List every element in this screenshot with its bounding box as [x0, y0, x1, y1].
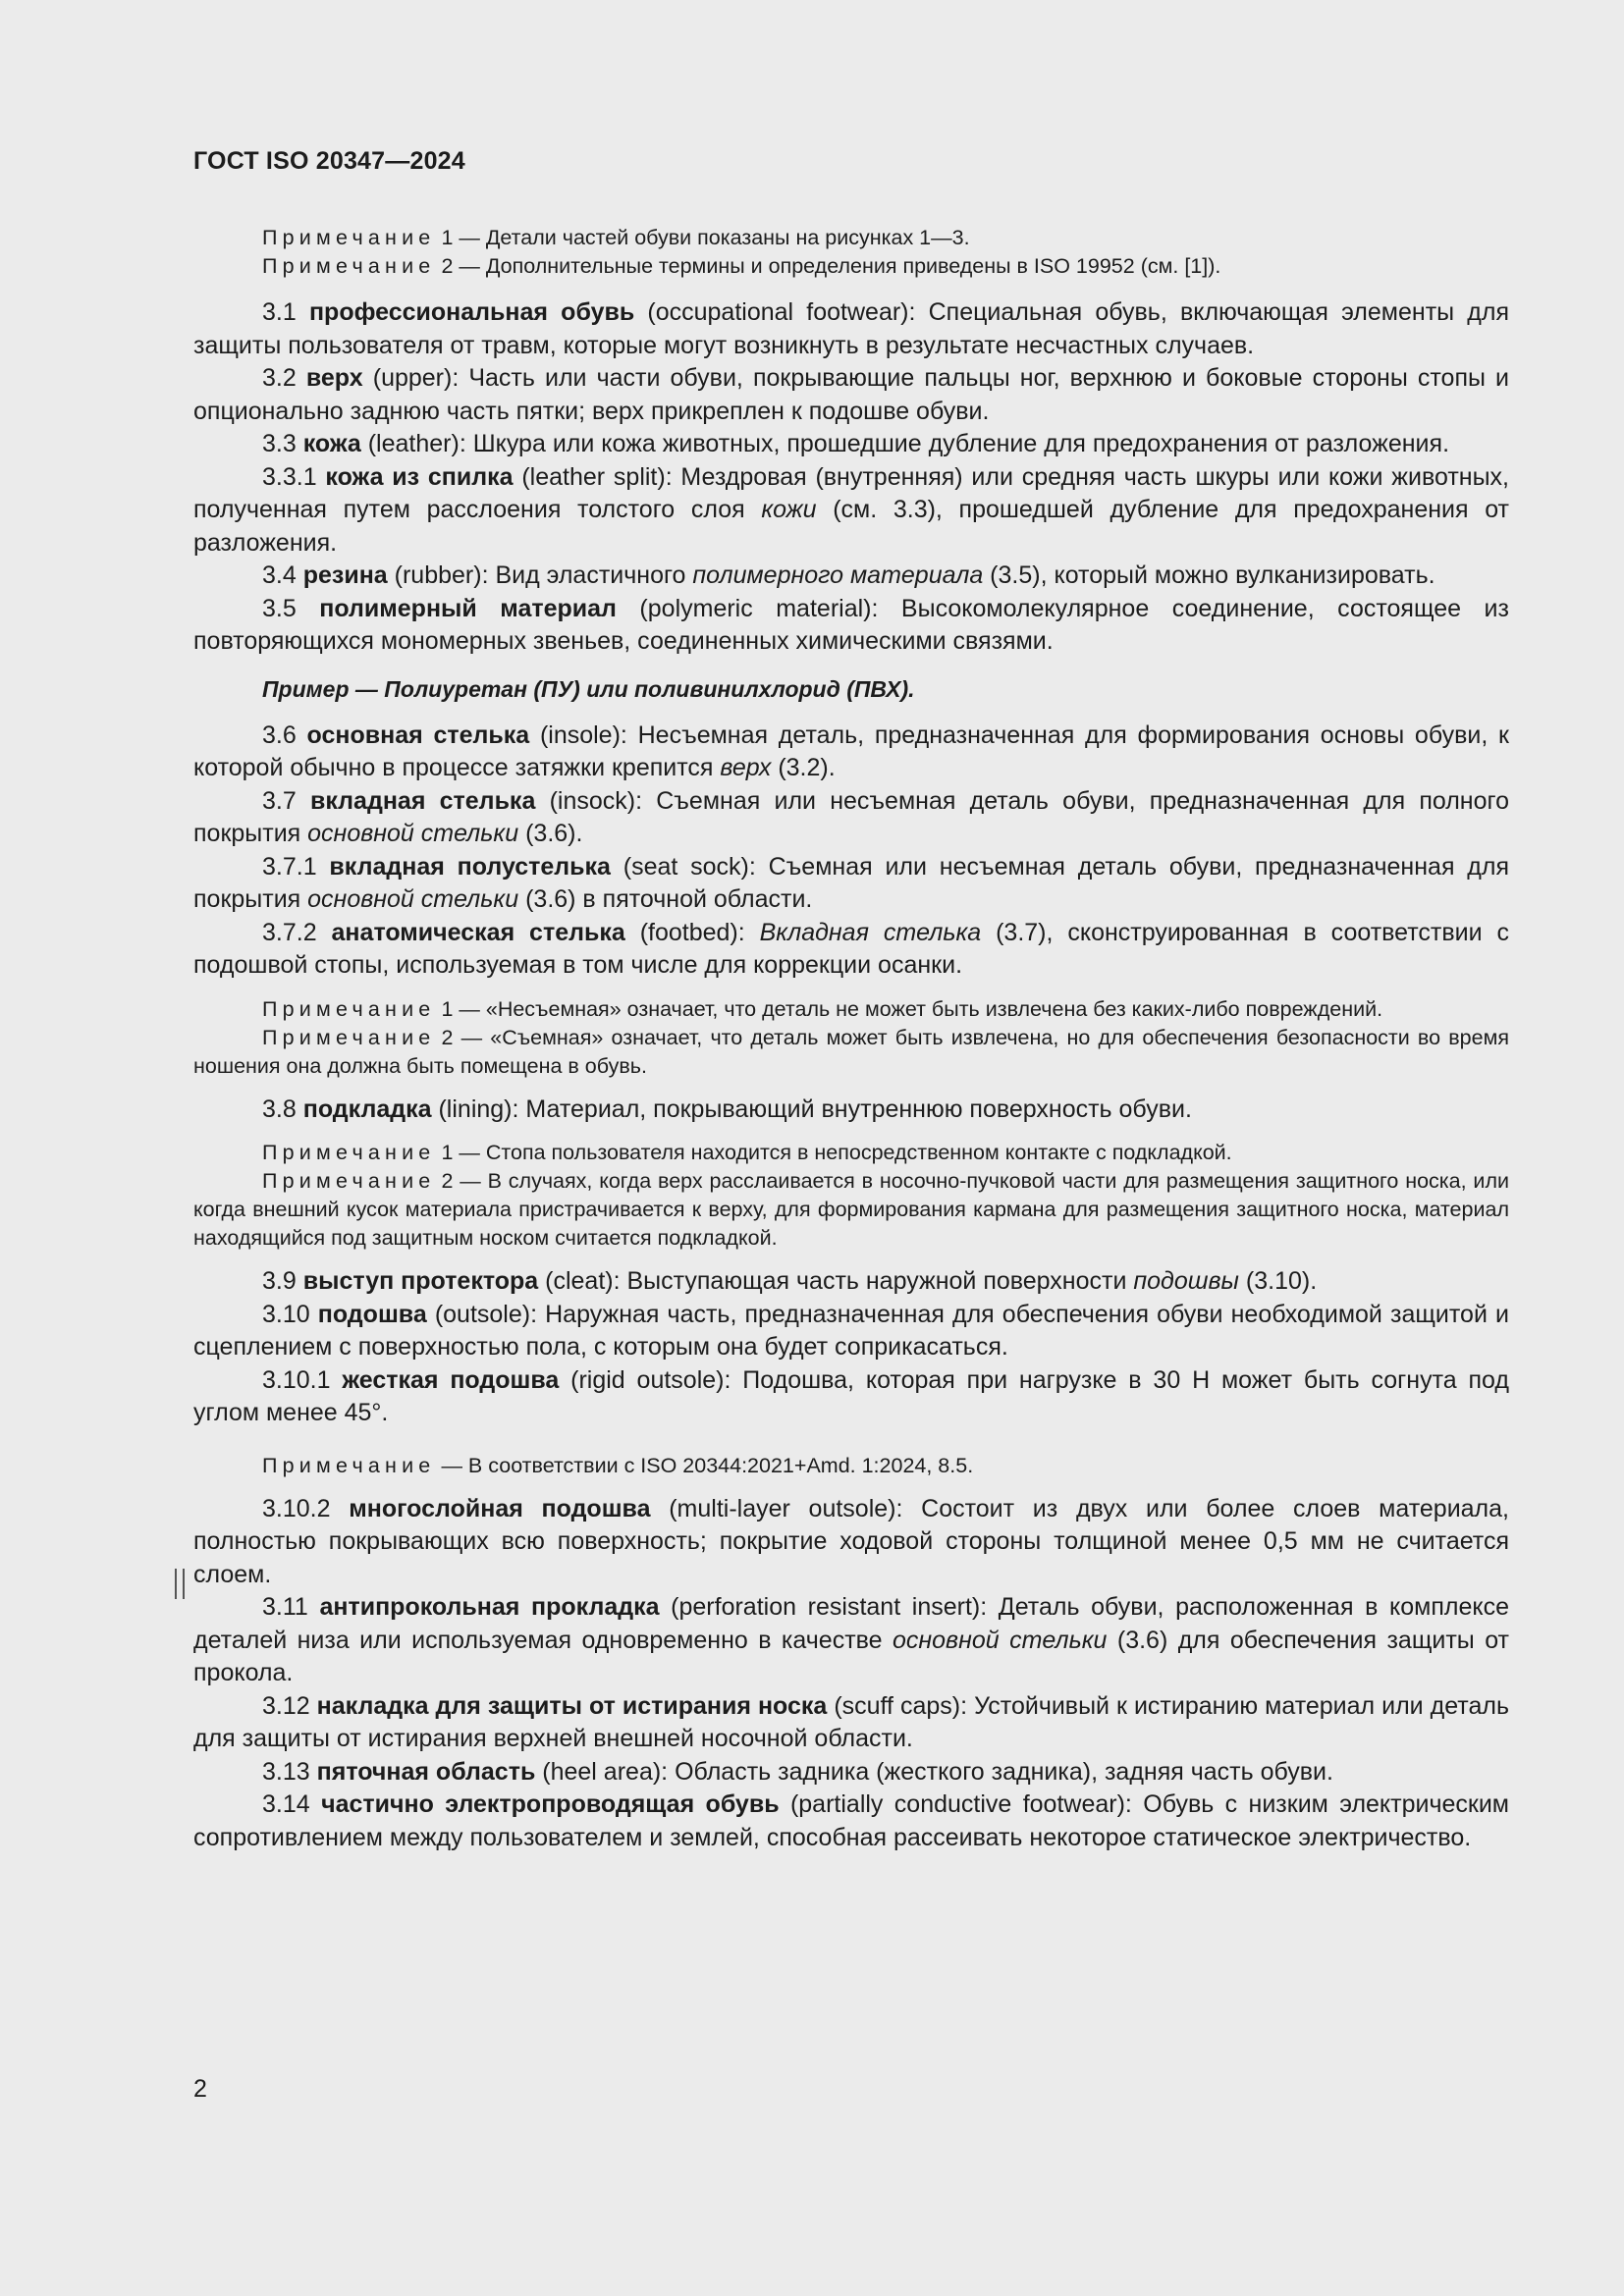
- term-definition: (multi-layer outsole): Состоит из двух или более слоев материала, полностью покрывающих всю поверхность; покрытие ходовой стороны толщиной менее 0,5 мм не считается слоем.: [193, 1494, 1509, 1588]
- note-label: Примечание: [262, 1453, 436, 1477]
- term-number: 3.14: [262, 1790, 310, 1818]
- term-definition: (lining): Материал, покрывающий внутреннюю поверхность обуви.: [431, 1095, 1192, 1123]
- term-definition: (leather): Шкура или кожа животных, прошедшие дубление для предохранения от разложения.: [360, 430, 1450, 457]
- term-name: многослойная подошва: [349, 1494, 651, 1522]
- term-3-11: [193, 1591, 1509, 1690]
- term-name: подкладка: [302, 1095, 432, 1123]
- term-name: выступ протектора: [302, 1267, 539, 1295]
- term-definition: (insock): Съемная или несъемная деталь обуви, предназначенная для полного покрытия: [193, 786, 1509, 847]
- note-text: 2 — Дополнительные термины и определения приведены в ISO 19952 (см. [1]).: [441, 254, 1221, 278]
- term-number: 3.2: [262, 364, 297, 392]
- term-definition: (heel area): Область задника (жесткого задника), задняя часть обуви.: [535, 1757, 1333, 1786]
- term-3-12: [193, 1690, 1509, 1756]
- term-reference: кожи: [761, 496, 817, 523]
- term-3-7-1: [193, 851, 1509, 917]
- term-3-7: [193, 785, 1509, 851]
- term-definition: (perforation resistant insert): Деталь обуви, расположенная в комплексе деталей низа или используемая одновременно в качестве: [193, 1593, 1510, 1654]
- note: [193, 1024, 1509, 1081]
- note-text: 1 — Стопа пользователя находится в непосредственном контакте с подкладкой.: [441, 1141, 1232, 1164]
- term-name: основная стелька: [306, 721, 530, 749]
- note-text: 2 — В случаях, когда верх расслаивается в носочно-пучковой части для размещения защитного носка, или когда внешний кусок материала пристрачивается к верху, для формирования кармана для размещения защитного носка, материал находящийся под защитным носком считается подкладкой.: [193, 1169, 1509, 1250]
- term-number: 3.10.1: [262, 1365, 331, 1394]
- note: [193, 252, 1509, 281]
- term-name: кожа из спилка: [325, 462, 514, 491]
- term-name: анатомическая стелька: [331, 918, 625, 946]
- term-number: 3.7: [262, 786, 297, 815]
- term-reference: основной стельки: [892, 1626, 1108, 1654]
- revision-change-bar: [175, 1569, 185, 1599]
- term-name: пяточная область: [316, 1757, 536, 1786]
- term-number: 3.9: [262, 1267, 297, 1295]
- note-text: — В соответствии с ISO 20344:2021+Amd. 1:2024, 8.5.: [441, 1453, 974, 1477]
- note: [193, 1452, 1509, 1480]
- term-definition: (rubber): Вид эластичного: [387, 561, 693, 589]
- term-number: 3.3.1: [262, 462, 317, 491]
- term-definition: (3.6) в пяточной области.: [518, 885, 813, 913]
- term-name: жесткая подошва: [342, 1365, 560, 1394]
- page-content: [193, 224, 1509, 1854]
- term-reference: Вкладная стелька: [759, 918, 982, 946]
- term-3-5: [193, 593, 1509, 659]
- note-label: Примечание: [262, 254, 436, 278]
- term-definition: (leather split): Мездровая (внутренняя) или средняя часть шкуры или кожи животных, полученная путем расслоения толстого слоя: [193, 462, 1509, 523]
- term-3-3: [193, 428, 1509, 461]
- note-text: 1 — Детали частей обуви показаны на рисунках 1—3.: [441, 226, 970, 249]
- term-number: 3.7.2: [262, 918, 317, 946]
- term-definition: (footbed):: [624, 918, 760, 946]
- term-definition: (scuff caps): Устойчивый к истиранию материал или деталь для защиты от истирания верхней внешней носочной области.: [193, 1691, 1509, 1752]
- term-number: 3.7.1: [262, 852, 317, 881]
- term-number: 3.11: [262, 1593, 308, 1621]
- term-name: кожа: [302, 430, 361, 457]
- note-label: Примечание: [262, 1025, 436, 1049]
- note-label: Примечание: [262, 1169, 436, 1193]
- term-3-4: [193, 560, 1509, 593]
- term-3-2: [193, 362, 1509, 428]
- term-definition: (occupational footwear): Специальная обувь, включающая элементы для защиты пользователя от травм, которые могут возникнуть в результате несчастных случаев.: [193, 298, 1510, 359]
- term-number: 3.3: [262, 430, 297, 457]
- page-number: 2: [193, 2075, 207, 2103]
- term-name: антипрокольная прокладка: [319, 1593, 660, 1621]
- note-label: Примечание: [262, 1141, 436, 1164]
- term-name: верх: [305, 364, 363, 392]
- term-3-7-2: [193, 917, 1509, 983]
- term-name: полимерный материал: [319, 594, 617, 622]
- term-definition: (partially conductive footwear): Обувь с низким электрическим сопротивлением между пользователем и землей, способная рассеивать некоторое статическое электричество.: [193, 1790, 1509, 1851]
- term-name: профессиональная обувь: [308, 298, 635, 326]
- term-number: 3.1: [262, 298, 297, 326]
- term-definition: (3.10).: [1238, 1267, 1318, 1295]
- term-number: 3.6: [262, 721, 297, 749]
- term-definition: (insole): Несъемная деталь, предназначенная для формирования основы обуви, к которой обычно в процессе затяжки крепится: [193, 721, 1509, 781]
- term-reference: основной стельки: [307, 885, 519, 913]
- document-header: ГОСТ ISO 20347—2024: [193, 147, 465, 175]
- term-name: вкладная стелька: [309, 786, 536, 815]
- term-reference: подошвы: [1133, 1267, 1239, 1295]
- term-reference: верх: [720, 754, 772, 781]
- note: [193, 224, 1509, 252]
- note-text: 2 — «Съемная» означает, что деталь может быть извлечена, но для обеспечения безопасности во время ношения она должна быть помещена в обувь.: [193, 1025, 1509, 1078]
- term-name: резина: [302, 561, 388, 589]
- term-number: 3.4: [262, 561, 297, 589]
- term-number: 3.10.2: [262, 1494, 331, 1522]
- term-3-6: [193, 720, 1509, 785]
- term-3-9: [193, 1265, 1509, 1299]
- note: [193, 995, 1509, 1024]
- term-name: накладка для защиты от истирания носка: [316, 1691, 828, 1720]
- term-number: 3.8: [262, 1095, 297, 1123]
- term-definition: (cleat): Выступающая часть наружной поверхности: [538, 1267, 1134, 1295]
- note-text: 1 — «Несъемная» означает, что деталь не может быть извлечена без каких-либо повреждений.: [441, 996, 1383, 1021]
- term-3-10: [193, 1299, 1509, 1364]
- term-name: вкладная полустелька: [329, 852, 611, 881]
- term-definition: (3.6) для обеспечения защиты от прокола.: [193, 1626, 1510, 1686]
- note: [193, 1167, 1509, 1253]
- term-definition: (outsole): Наружная часть, предназначенная для обеспечения обуви необходимой защитой и сцеплением с поверхностью пола, с которым она будет соприкасаться.: [193, 1300, 1509, 1361]
- term-number: 3.10: [262, 1300, 310, 1328]
- term-definition: (3.2).: [771, 754, 836, 781]
- term-number: 3.13: [262, 1757, 310, 1786]
- term-definition: (seat sock): Съемная или несъемная деталь обуви, предназначенная для покрытия: [193, 852, 1509, 913]
- term-reference: основной стельки: [307, 820, 519, 847]
- term-3-10-1: [193, 1364, 1509, 1430]
- term-definition: (3.7), сконструированная в соответствии с подошвой стопы, используемая в том числе для коррекции осанки.: [193, 918, 1509, 979]
- term-number: 3.5: [262, 594, 297, 622]
- term-3-3-1: [193, 461, 1509, 561]
- term-3-1: [193, 296, 1509, 362]
- term-definition: (rigid outsole): Подошва, которая при нагрузке в 30 Н может быть согнута под углом менее 45°.: [193, 1365, 1509, 1426]
- term-number: 3.12: [262, 1691, 310, 1720]
- term-definition: (upper): Часть или части обуви, покрывающие пальцы ног, верхнюю и боковые стороны стопы и опционально заднюю часть пятки; верх прикреплен к подошве обуви.: [193, 364, 1510, 425]
- term-3-10-2: [193, 1493, 1509, 1592]
- term-3-8: [193, 1094, 1509, 1127]
- term-definition: (3.6).: [518, 820, 583, 847]
- term-definition: (3.5), который можно вулканизировать.: [983, 561, 1435, 589]
- term-3-13: [193, 1756, 1509, 1789]
- note: [193, 1139, 1509, 1167]
- term-reference: полимерного материала: [692, 561, 984, 589]
- term-definition: (см. 3.3), прошедшей дубление для предохранения от разложения.: [193, 496, 1510, 557]
- term-definition: (polymeric material): Высокомолекулярное соединение, состоящее из повторяющихся мономерных звеньев, соединенных химическими связями.: [193, 594, 1509, 655]
- term-name: подошва: [317, 1300, 427, 1328]
- term-3-14: [193, 1789, 1509, 1854]
- note-label: Примечание: [262, 226, 436, 249]
- example: Пример — Полиуретан (ПУ) или поливинилхлорид (ПВХ).: [262, 675, 915, 702]
- note-label: Примечание: [262, 996, 436, 1021]
- term-name: частично электропроводящая обувь: [321, 1790, 780, 1818]
